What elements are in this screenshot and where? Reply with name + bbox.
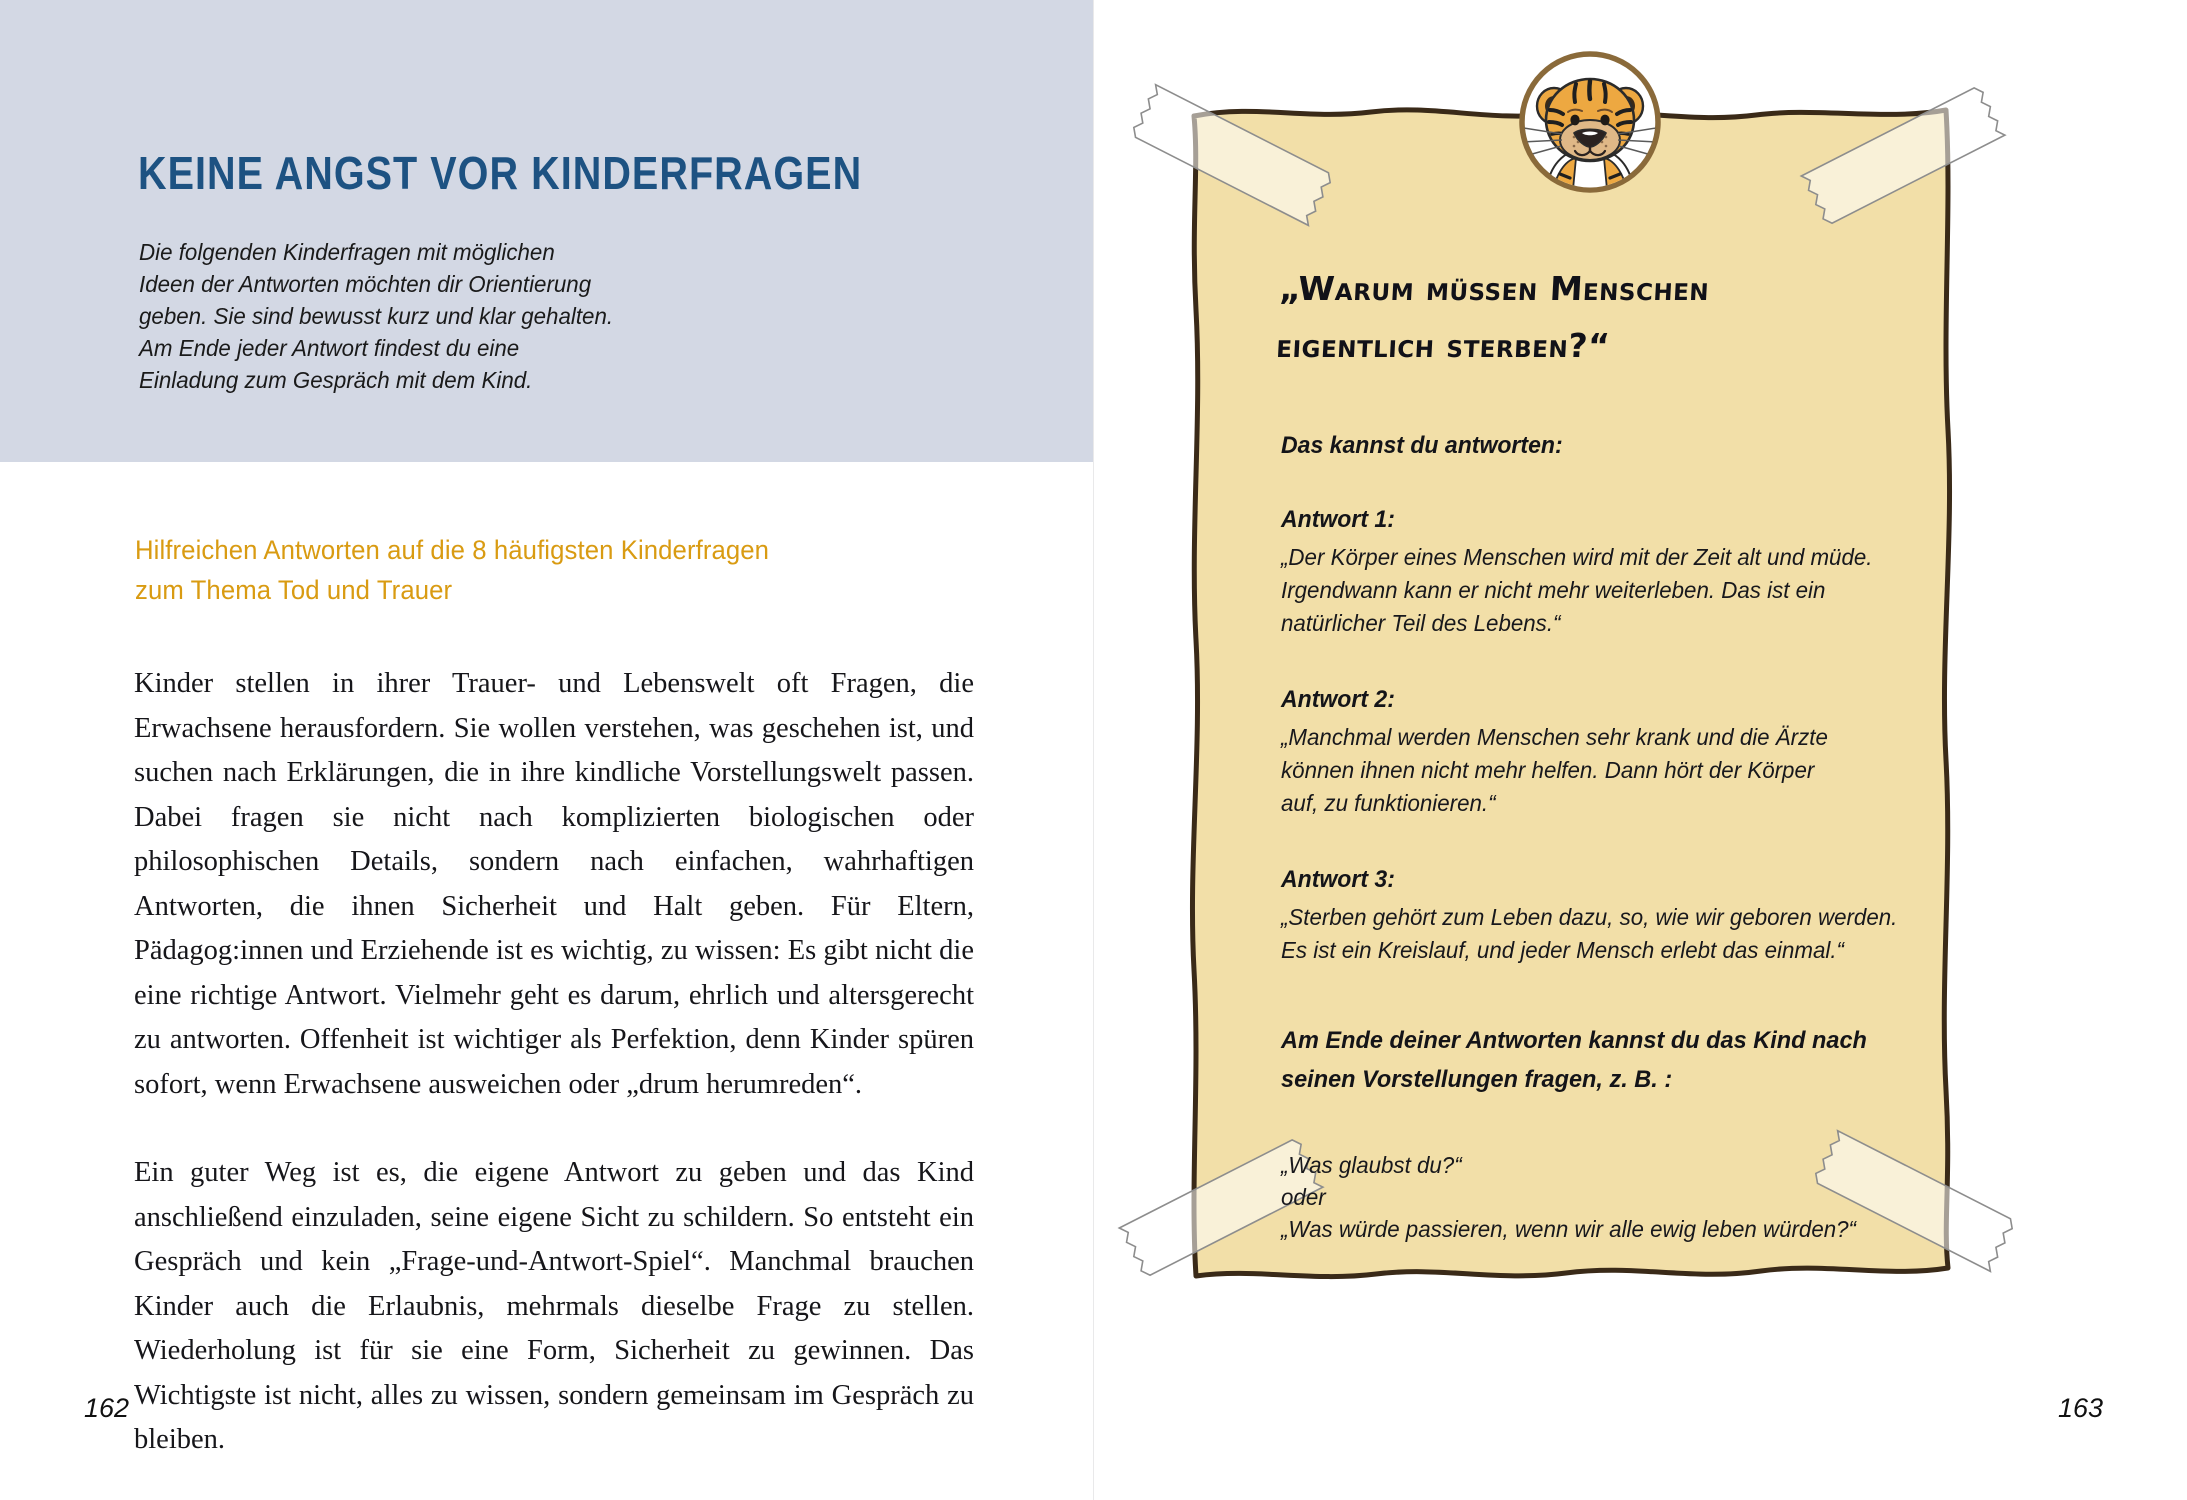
example-line: „Was würde passieren, wenn wir alle ewig leben würden?“ [1281,1216,1856,1242]
answer-line: Es ist ein Kreislauf, und jeder Mensch erlebt das einmal.“ [1281,937,1844,963]
answer-text [1281,901,1898,967]
intro-line: geben. Sie sind bewusst kurz und klar gehalten. [139,303,614,329]
page-number-left: 162 [84,1393,130,1423]
intro-text [139,236,671,396]
answer-line: natürlicher Teil des Lebens.“ [1281,610,1561,636]
subtitle-line: Hilfreichen Antworten auf die 8 häufigsten Kinderfragen [135,535,770,565]
answer-line: Irgendwann kann er nicht mehr weiterleben. Das ist ein [1281,577,1826,603]
answer-label: Antwort 1: [1281,506,1395,533]
page-number-right: 163 [2057,1393,2103,1423]
question-line: „Warum müssen Menschen [1278,269,1711,308]
tiger-face-icon [1516,48,1664,196]
intro-line: Die folgenden Kinderfragen mit möglichen [139,239,555,265]
answer-line: „Sterben gehört zum Leben dazu, so, wie wir geboren werden. [1281,904,1898,930]
answer-label: Antwort 3: [1281,866,1395,893]
answer-line: auf, zu funktionieren.“ [1281,790,1496,816]
answer-block [1281,506,1881,640]
intro-line: Ideen der Antworten möchten dir Orientierung [139,271,592,297]
closing-line: Am Ende deiner Antworten kannst du das Kind nach [1281,1027,1867,1054]
answer-line: „Der Körper eines Menschen wird mit der Zeit alt und müde. [1281,544,1873,570]
body-text [134,662,974,1463]
parchment-card [1186,90,1956,1290]
tape-top-right-icon [1798,64,2028,264]
answer-label: Antwort 2: [1281,686,1395,713]
left-page [0,0,1093,1500]
question-card-content [1275,260,1898,1245]
section-subtitle [135,530,892,610]
body-paragraph: Ein guter Weg ist es, die eigene Antwort zu geben und das Kind anschließend einzuladen, seine eigene Sicht zu schildern. So entsteht ein Gespräch und kein „Frage-und-Antwort-Spiel“. Manchmal brauchen Kinder auch die Erlaubnis, mehrmals dieselbe Frage zu stellen. Wiederholung ist für sie eine Form, Sicherheit zu gewinnen. Das Wichtigste ist nicht, alles zu wissen, sondern gemeinsam im Gespräch zu bleiben. [134,1157,974,1455]
example-line: oder [1281,1184,1326,1210]
question-heading [1275,260,1881,374]
answer-line: „Manchmal werden Menschen sehr krank und die Ärzte [1281,724,1828,750]
answer-line: können ihnen nicht mehr helfen. Dann hört der Körper [1281,757,1815,783]
question-line: eigentlich sterben?“ [1275,326,1612,365]
answer-text [1281,541,1873,640]
closing-line: seinen Vorstellungen fragen, z. B. : [1281,1066,1673,1093]
tape-top-left-icon [1116,68,1346,268]
answer-block [1281,866,1898,967]
right-page [1093,0,2187,1500]
answer-text [1281,721,1863,820]
intro-line: Am Ende jeder Antwort findest du eine [139,335,520,361]
example-questions [1281,1149,1863,1245]
answer-lead: Das kannst du antworten: [1281,432,1563,459]
subtitle-line: zum Thema Tod und Trauer [135,575,453,605]
example-line: „Was glaubst du?“ [1281,1152,1462,1178]
closing-prompt [1281,1021,1867,1099]
answer-block [1281,686,1881,820]
body-paragraph: Kinder stellen in ihrer Trauer- und Lebenswelt oft Fragen, die Erwachsene herausfordern. Sie wollen verstehen, was geschehen ist, und suchen nach Erklärungen, die in ihre kindliche Vorstellungswelt passen. Dabei fragen sie nicht nach komplizierten biologischen oder philosophischen Details, sondern nach einfachen, wahrhaftigen Antworten, die ihnen Sicherheit und Halt geben. Für Eltern, Pädagog:innen und Erziehende ist es wichtig, zu wissen: Es gibt nicht die eine richtige Antwort. Vielmehr geht es darum, ehrlich und altersgerecht zu antworten. Offenheit ist wichtiger als Perfektion, denn Kinder spüren sofort, wenn Erwachsene ausweichen oder „drum herumreden“. [134,668,974,1100]
page-title: KEINE ANGST VOR KINDERFRAGEN [138,147,863,199]
intro-line: Einladung zum Gespräch mit dem Kind. [139,367,533,393]
